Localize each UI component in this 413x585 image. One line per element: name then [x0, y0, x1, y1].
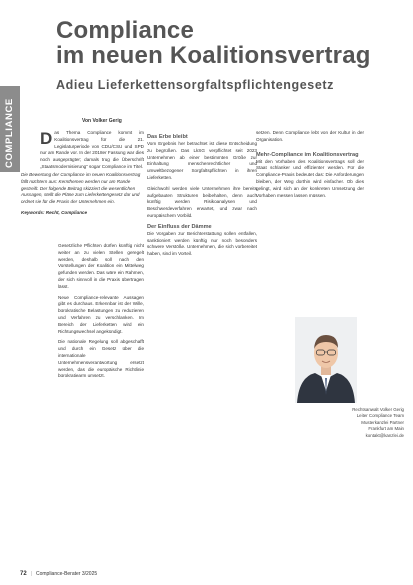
caption-line: Leiter Compliance Team: [356, 413, 404, 419]
author-caption: [284, 407, 404, 439]
caption-line: Rechtsanwalt Volker Gerig: [352, 407, 404, 412]
article-title: [56, 18, 371, 68]
caption-line: kontakt@kanzlei.de: [365, 432, 404, 438]
paragraph: Gleichwohl werden viele Unternehmen ihre bereits aufgebauten Strukturen beibehalten, denn auch künftig werden Risikoanalysen und Beschwerdeverfahren erwartet, und zwar nach europäischem Vorbild.: [147, 185, 257, 218]
page-number: 72: [20, 571, 27, 577]
byline: Von Volker Gerig: [82, 118, 122, 124]
section-heading: Mehr-Compliance im Koalitionsvertrag: [256, 151, 359, 158]
paragraph: Gesetzliche Pflichten dürfen künftig nicht weiter an zu vielen Stellen geregelt werden, deshalb soll nach den Vorstellungen der Koalition ein Mittelweg gefunden werden. Das wäre ein Rahmen, der sich sinnvoll in die Praxis übertragen lässt.: [58, 243, 144, 289]
author-photo: [295, 317, 357, 403]
title-line-1: Compliance: [56, 17, 195, 44]
paragraph: Die nationale Regelung soll abgeschafft und durch ein Gesetz über die internationale Unternehmensverantwortung ersetzt werden, das die europäische Richtlinie bürokratiearm umsetzt.: [58, 339, 144, 379]
paragraph: Die Vorgaben zur Berichterstattung sollen entfallen, sanktioniert werden künftig nur noch besonders schwere Verstöße. Unternehmen, die sich vorbereitet haben, sind im Vorteil.: [147, 230, 257, 257]
abstract-text: Die Bewertung der Compliance im neuen Koalitionsvertrag fällt nüchtern aus: Kernthemen werden nur am Rande gestreift. Der folgende Beitrag skizziert die wesentlichen Aussagen, stellt die Pläne zum Lieferkettengesetz dar und ordnet sie für die Praxis der Unternehmen ein.: [21, 172, 141, 205]
lead-paragraph: as Thema Compliance kommt im Koalitionsvertrag für die 21. Legislaturperiode von CDU/CSU und SPD nur am Rande vor. In der 2018er Fassung war dies noch ausgeprägter; damals trug die Überschrift „Staatsmodernisierung“ sogar Compliance im Titel.: [40, 130, 144, 169]
column-2: [147, 130, 257, 258]
footer-separator: |: [30, 571, 32, 577]
paragraph: Vom Ergebnis her betrachtet ist diese Entscheidung zu begrüßen. Das LkSG verpflichtet seit 2023 Unternehmen ab einer bestimmten Größe zur Einhaltung menschenrechtlicher und umweltbezogener Sorgfaltspflichten in ihren Lieferketten.: [147, 141, 257, 180]
abstract-box: [21, 172, 141, 217]
paragraph: setzen. Denn Compliance lebt von der Kultur in der Organisation.: [256, 130, 364, 142]
author-portrait: [295, 317, 357, 403]
title-line-2: im neuen Koalitionsvertrag: [56, 42, 371, 69]
drop-cap: D: [40, 129, 53, 148]
paragraph: Mit den Vorhaben des Koalitionsvertrags soll der Staat schlanker und effizienter werden. Für die Compliance-Praxis bedeutet das: Die Anforderungen bleiben, der Weg dorthin wird einfacher. Ob dies gelingt, wird sich an der konkreten Umsetzung der Vorhaben messen lassen müssen.: [256, 158, 364, 198]
caption-line: Musterkanzlei Partner: [361, 419, 404, 425]
caption-line: Frankfurt am Main: [368, 426, 404, 432]
journal-name: Compliance-Berater 3/2025: [36, 571, 98, 577]
column-3: [256, 130, 364, 199]
column-1-lead: [40, 130, 144, 171]
column-1-body: [58, 243, 144, 380]
page-footer: [20, 571, 97, 577]
paragraph: Neue Compliance-relevante Aussagen gibt es durchaus. Erkennbar ist der Wille, bürokratische Belastungen zu reduzieren und Verfahren zu verschlanken. Im Bereich der Lieferketten wird ein Richtungswechsel angekündigt.: [58, 294, 144, 334]
section-tab-label: COMPLIANCE: [4, 98, 15, 168]
section-heading: Das Erbe bleibt: [147, 134, 188, 140]
section-heading: Der Einfluss der Dämme: [147, 223, 212, 230]
section-tab: [0, 86, 20, 172]
article-subtitle: Adieu Lieferkettensorgfaltspflichtengesetz: [56, 78, 335, 92]
keywords: Keywords: Recht, Compliance: [21, 209, 88, 215]
